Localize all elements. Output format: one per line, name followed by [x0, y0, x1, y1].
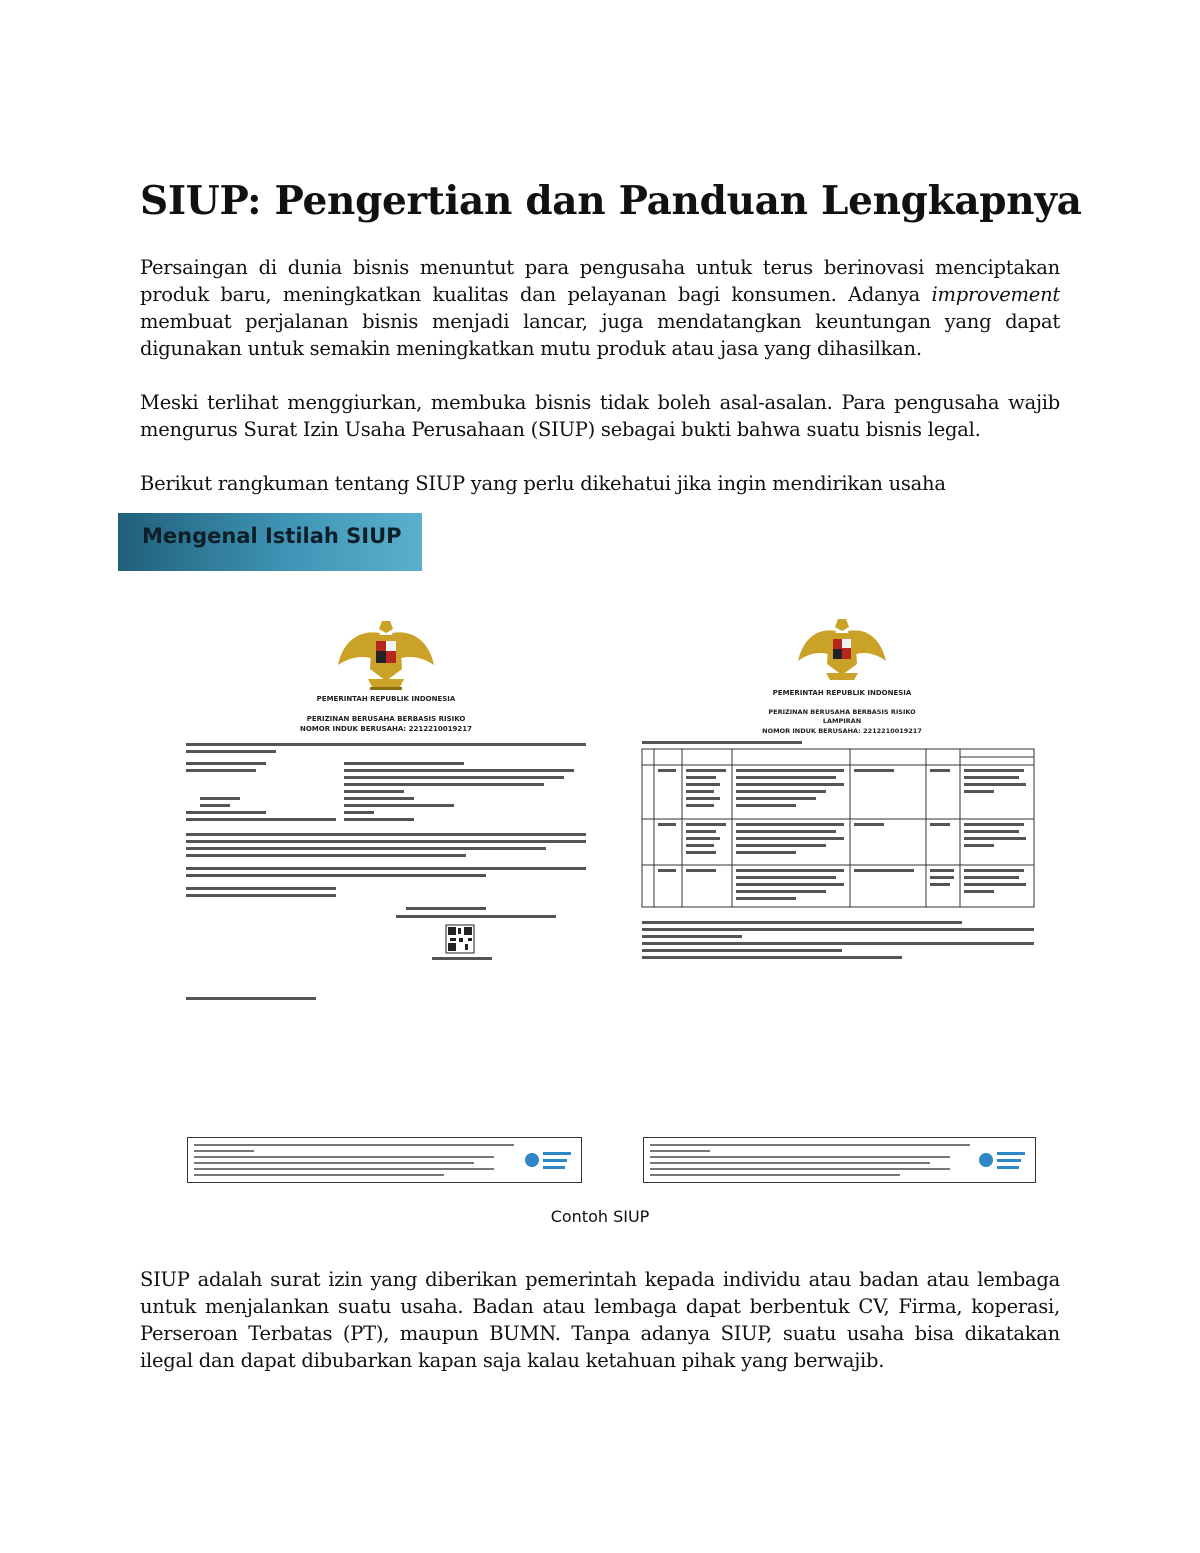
siup-sample-certificate: [180, 615, 592, 1015]
section-heading: Mengenal Istilah SIUP: [142, 524, 402, 548]
appendix-nib: NOMOR INDUK BERUSAHA: 2212210019217: [762, 727, 922, 735]
figure-caption: Contoh SIUP: [550, 1207, 650, 1226]
appendix-label: LAMPIRAN: [822, 717, 862, 725]
certificate-subtitle: PERIZINAN BERUSAHA BERBASIS RISIKO: [306, 715, 466, 723]
appendix-image: [636, 615, 1048, 995]
intro-paragraph-3: Berikut rangkuman tentang SIUP yang perlu dikehatui jika ingin mendirikan usaha: [140, 472, 946, 495]
qr-code-icon: [446, 925, 474, 953]
garuda-emblem-icon: [338, 621, 434, 690]
siup-sample-appendix: [636, 615, 1048, 995]
certificate-org: PEMERINTAH REPUBLIK INDONESIA: [316, 695, 456, 703]
certificate-nib: NOMOR INDUK BERUSAHA: 2212210019217: [300, 725, 472, 733]
appendix-table-text: [642, 769, 1034, 959]
certification-logo-icon: [525, 1153, 539, 1167]
italic-term: improvement: [931, 283, 1060, 306]
garuda-emblem-icon: [798, 619, 886, 680]
page-title: SIUP: Pengertian dan Panduan Lengkapnya: [140, 178, 1082, 224]
certificate-body-lines: [186, 743, 586, 1000]
intro-paragraph-1-end: membuat perjalanan bisnis menjadi lancar, juga mendatangkan keuntungan yang dapat digunakan untuk semakin meningkatkan mutu produk atau jasa yang dihasilkan.: [140, 310, 1060, 360]
intro-paragraph-2: Meski terlihat menggiurkan, membuka bisnis tidak boleh asal-asalan. Para pengusaha wajib mengurus Surat Izin Usaha Perusahaan (SIUP) sebagai bukti bahwa suatu bisnis legal.: [140, 391, 1060, 441]
appendix-footer-strip: [643, 1137, 1036, 1183]
appendix-org: PEMERINTAH REPUBLIK INDONESIA: [772, 689, 912, 697]
body-paragraph: SIUP adalah surat izin yang diberikan pemerintah kepada individu atau badan atau lembaga untuk menjalankan suatu usaha. Badan atau lembaga dapat berbentuk CV, Firma, koperasi, Perseroan Terbatas (PT), maupun BUMN. Tanpa adanya SIUP, suatu usaha bisa dikatakan ilegal dan dapat dibubarkan kapan saja kalau ketahuan pihak yang berwajib.: [140, 1268, 1060, 1372]
appendix-subtitle: PERIZINAN BERUSAHA BERBASIS RISIKO: [768, 708, 916, 716]
certificate-image: [180, 615, 592, 1015]
section-heading-box: [118, 513, 422, 571]
certificate-footer-strip: [187, 1137, 582, 1183]
certification-logo-icon: [979, 1153, 993, 1167]
intro-paragraph-1-start: Persaingan di dunia bisnis menuntut para pengusaha untuk terus berinovasi menciptakan produk baru, meningkatkan kualitas dan pelayanan bagi konsumen. Adanya: [140, 256, 1060, 306]
intro-paragraph-1: [140, 254, 1060, 362]
